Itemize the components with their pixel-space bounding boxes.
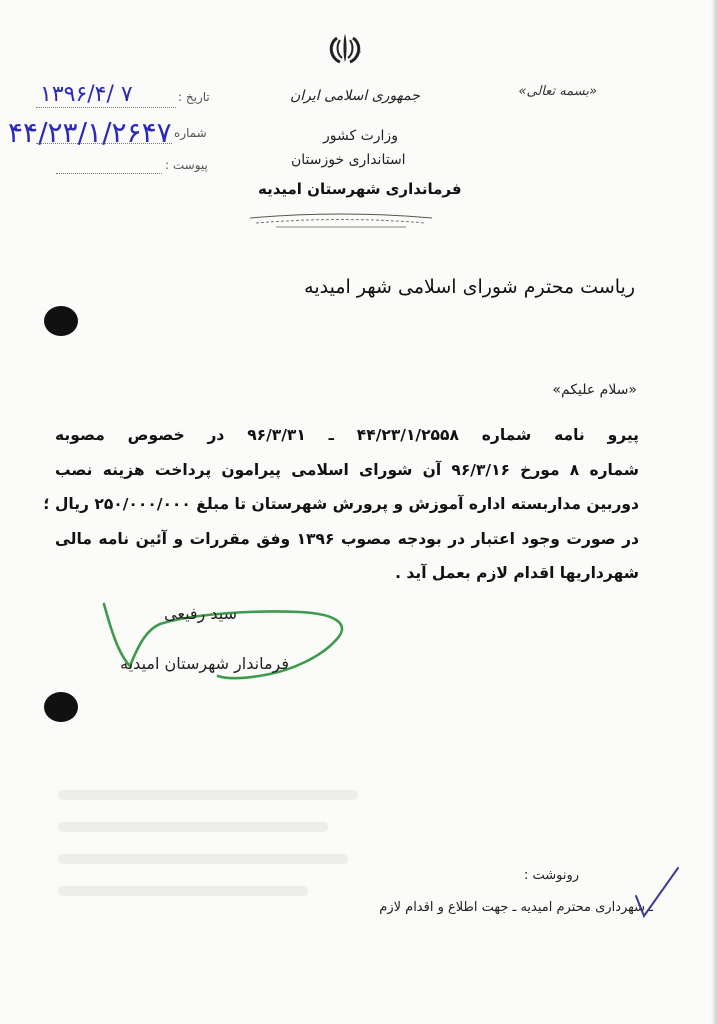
body-line: پیرو نامه شماره ۴۴/۲۳/۱/۲۵۵۸ ـ ۹۶/۳/۳۱ در خصوص مصوبه bbox=[55, 426, 639, 444]
cc-label: رونوشت : bbox=[523, 868, 579, 883]
addressee: ریاست محترم شورای اسلامی شهر امیدیه bbox=[304, 276, 635, 298]
body-line: در صورت وجود اعتبار در بودجه مصوب ۱۳۹۶ وفق مقررات و آئین نامه مالی bbox=[55, 529, 639, 548]
governorate-title: فرمانداری شهرستان امیدیه bbox=[258, 180, 462, 198]
letter-number-value: ۴۴/۲۳/۱/۲۶۴۷ bbox=[8, 116, 172, 149]
signer-title: فرماندار شهرستان امیدیه bbox=[120, 654, 289, 673]
province-title: استانداری خوزستان bbox=[291, 152, 406, 168]
cc-recipient: ـ شهرداری محترم امیدیه ـ جهت اطلاع و اقدام لازم bbox=[379, 900, 653, 915]
republic-title: جمهوری اسلامی ایران bbox=[290, 88, 420, 104]
body-line: شماره ۸ مورخ ۹۶/۳/۱۶ آن شورای اسلامی پیرامون پرداخت هزینه نصب bbox=[55, 460, 639, 479]
salutation: «سلام علیکم» bbox=[552, 382, 637, 398]
show-through-text bbox=[58, 790, 378, 920]
check-mark-icon bbox=[632, 864, 682, 922]
bismillah-heading: «بسمه تعالی» bbox=[518, 84, 597, 99]
iran-emblem-icon bbox=[322, 30, 368, 68]
attachment-label: پیوست : bbox=[165, 158, 208, 172]
page-edge bbox=[711, 0, 717, 1024]
signer-name: سید رفیعی bbox=[164, 604, 237, 623]
ornament-divider-icon bbox=[246, 212, 436, 230]
attachment-dotted-line bbox=[56, 172, 162, 174]
punch-hole-bottom bbox=[44, 692, 78, 722]
body-line: دوربین مداربسته اداره آموزش و پرورش شهرستان تا مبلغ ۲۵۰/۰۰۰/۰۰۰ ریال ؛ bbox=[43, 495, 639, 513]
punch-hole-top bbox=[44, 306, 78, 336]
ministry-title: وزارت کشور bbox=[323, 128, 398, 144]
date-label: تاریخ : bbox=[178, 90, 210, 104]
date-value: ۱۳۹۶/۴/ ۷ bbox=[40, 82, 133, 107]
letter-body bbox=[43, 418, 639, 591]
number-label: شماره bbox=[174, 126, 207, 140]
body-line: شهرداریها اقدام لازم بعمل آید . bbox=[395, 564, 639, 582]
